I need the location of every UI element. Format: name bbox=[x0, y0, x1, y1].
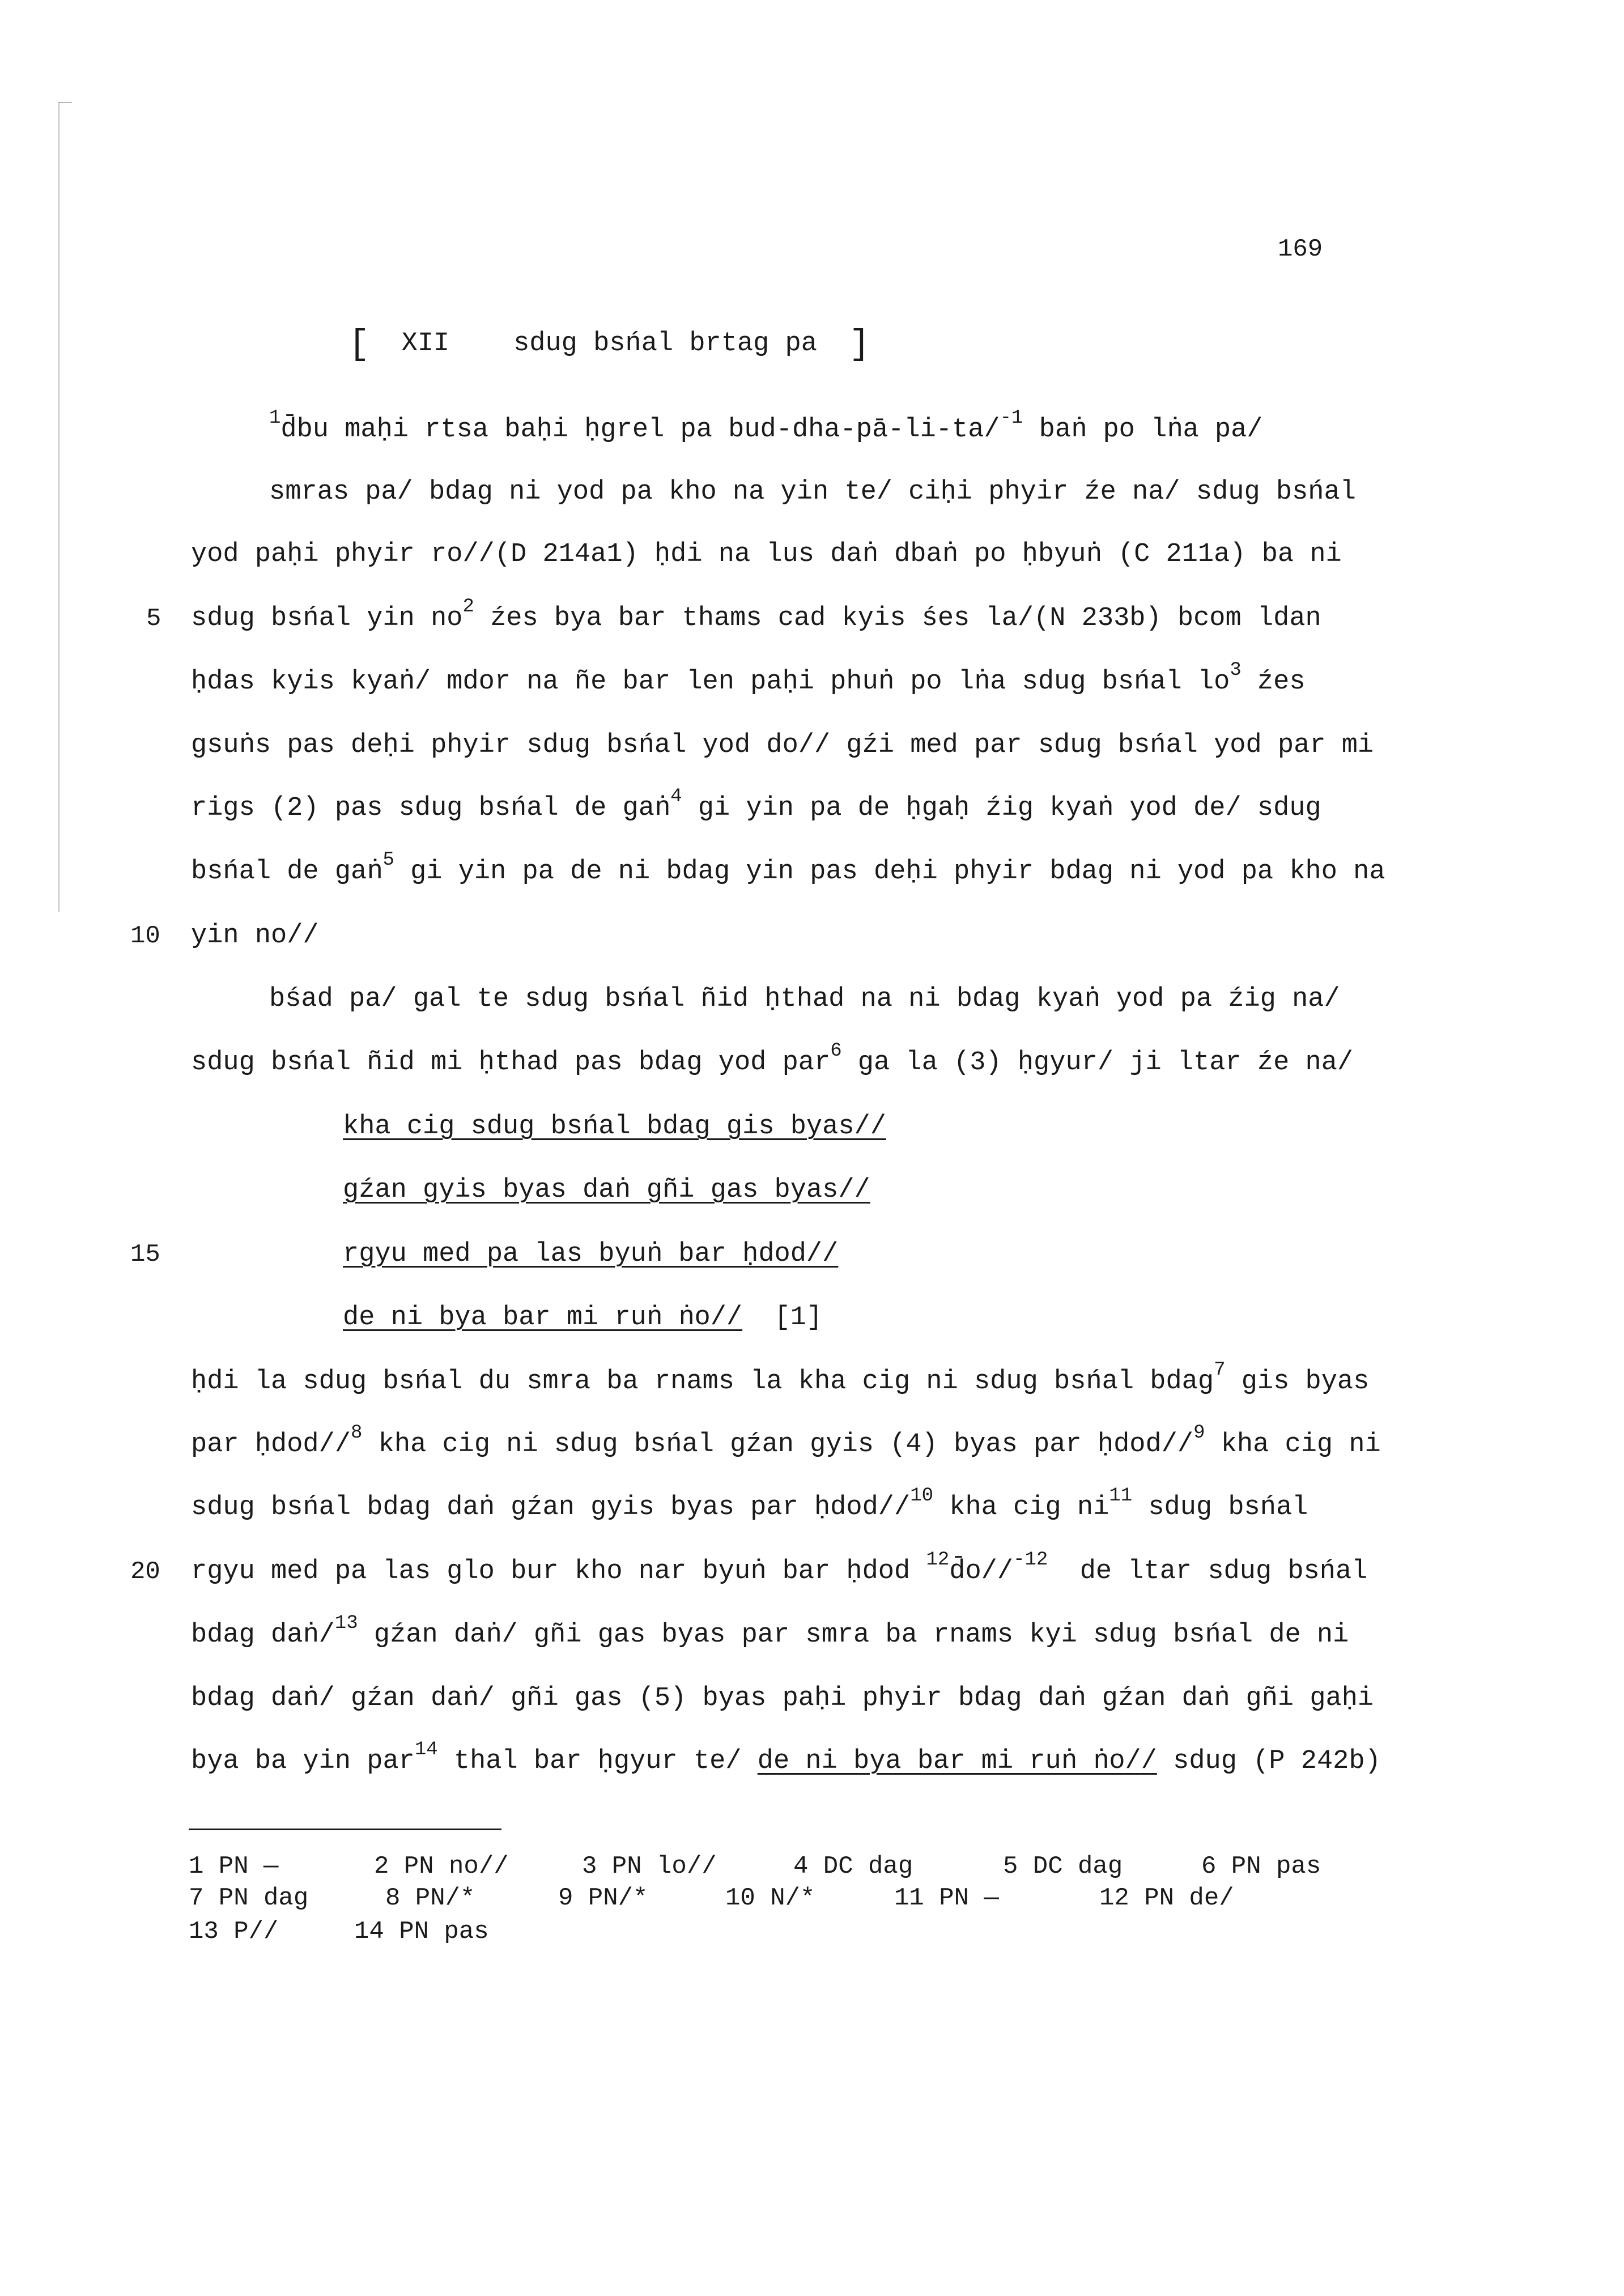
text-line bbox=[191, 1739, 1381, 1776]
text-span: d̄o// bbox=[949, 1557, 1014, 1587]
heading-close-bracket: ] bbox=[849, 324, 870, 364]
text-span: gis byas bbox=[1225, 1367, 1370, 1397]
footnote: 3 PN lo// bbox=[582, 1852, 717, 1881]
footnote-ref: 2 bbox=[462, 596, 474, 618]
footnote-ref: 9 bbox=[1193, 1422, 1205, 1444]
text-line bbox=[191, 1549, 1368, 1587]
footnote-ref: 8 bbox=[351, 1422, 363, 1444]
text-line bbox=[191, 849, 1385, 887]
text-span: de ni bya bar mi ruṅ ṅo// bbox=[757, 1746, 1157, 1776]
text-line bbox=[191, 1613, 1349, 1650]
footnote-ref: 6 bbox=[830, 1040, 842, 1062]
text-line bbox=[191, 786, 1321, 823]
footnote-rule bbox=[189, 1829, 501, 1830]
text-span: de ltar sdug bsńal bbox=[1048, 1557, 1368, 1587]
heading-open-bracket: [ bbox=[348, 324, 370, 364]
text-span: yod paḥi phyir ro//(D 214a1) ḥdi na lus daṅ dbaṅ po ḥbyuṅ (C 211a) ba ni bbox=[191, 539, 1342, 569]
text-span: kha cig ni bbox=[1205, 1430, 1381, 1460]
text-span: gi yin pa de ḥgaḥ źig kyaṅ yod de/ sdug bbox=[682, 793, 1321, 823]
text-span: smras pa/ bdag ni yod pa kho na yin te/ ciḥi phyir źe na/ sdug bsńal bbox=[269, 477, 1356, 507]
text-span: par ḥdod// bbox=[191, 1430, 351, 1460]
footnote: 13 P// bbox=[189, 1917, 279, 1946]
text-line bbox=[191, 922, 319, 949]
text-span: gźan daṅ/ gñi gas byas par smra ba rnams kyi sdug bsńal de ni bbox=[358, 1620, 1349, 1650]
footnote-ref: 7 bbox=[1214, 1359, 1226, 1381]
heading-title: XII sdug bsńal brtag pa bbox=[401, 329, 817, 359]
text-span: yin no// bbox=[191, 921, 319, 951]
page-number: 169 bbox=[1278, 235, 1323, 263]
text-line bbox=[269, 986, 1340, 1013]
footnote-ref: 1 bbox=[269, 407, 281, 429]
text-span: de ni bya bar mi ruṅ ṅo// bbox=[343, 1303, 743, 1333]
text-span: rgyu med pa las byuṅ bar ḥdod// bbox=[343, 1239, 839, 1269]
text-span: sdug bsńal yin no bbox=[191, 603, 463, 633]
line-number: 20 bbox=[130, 1558, 160, 1586]
text-span: sdug bsńal bdag daṅ gźan gyis byas par ḥdod// bbox=[191, 1493, 911, 1523]
text-span: kha cig ni sdug bsńal gźan gyis (4) byas par ḥdod// bbox=[362, 1430, 1194, 1460]
margin-tick bbox=[58, 102, 72, 103]
text-span: bdag daṅ/ gźan daṅ/ gñi gas (5) byas paḥi phyir bdag daṅ gźan daṅ gñi gaḥi bbox=[191, 1683, 1374, 1714]
footnote: 12 PN de/ bbox=[1099, 1884, 1234, 1912]
text-span: d̄bu maḥi rtsa baḥi ḥgrel pa bud-dha-pā-li-ta/ bbox=[280, 415, 1000, 445]
text-span: [1] bbox=[742, 1303, 823, 1333]
footnote: 14 PN pas bbox=[354, 1917, 489, 1946]
text-span: sdug bsńal bbox=[1132, 1493, 1308, 1523]
line-number: 5 bbox=[146, 605, 161, 633]
text-span: thal bar ḥgyur te/ bbox=[437, 1746, 758, 1776]
footnote-ref: 14 bbox=[414, 1739, 438, 1761]
footnote: 2 PN no// bbox=[374, 1852, 509, 1881]
footnote: 6 PN pas bbox=[1201, 1852, 1321, 1881]
text-span: gźan gyis byas daṅ gñi gas byas// bbox=[343, 1175, 870, 1205]
text-line bbox=[269, 479, 1356, 505]
text-span: sdug bsńal ñid mi ḥthad pas bdag yod par bbox=[191, 1048, 831, 1078]
text-line bbox=[191, 1359, 1370, 1397]
text-span: baṅ po lṅa pa/ bbox=[1023, 415, 1263, 445]
text-line bbox=[269, 407, 1263, 445]
text-span: rgyu med pa las glo bur kho nar byuṅ bar ḥdod bbox=[191, 1557, 926, 1587]
text-line bbox=[191, 732, 1374, 759]
text-span: źes bbox=[1241, 667, 1306, 697]
footnote-ref: 11 bbox=[1109, 1485, 1133, 1507]
footnote-ref: 3 bbox=[1230, 660, 1242, 681]
footnote: 4 DC dag bbox=[793, 1852, 913, 1881]
footnote-ref: -1 bbox=[1000, 407, 1023, 429]
footnote-ref: 4 bbox=[670, 786, 682, 807]
footnote: 5 DC dag bbox=[1003, 1852, 1123, 1881]
text-span: bdag daṅ/ bbox=[191, 1620, 335, 1650]
text-span: bśad pa/ gal te sdug bsńal ñid ḥthad na ni bdag kyaṅ yod pa źig na/ bbox=[269, 984, 1340, 1014]
text-span: źes bya bar thams cad kyis śes la/(N 233b) bcom ldan bbox=[474, 603, 1321, 633]
text-span: ga la (3) ḥgyur/ ji ltar źe na/ bbox=[841, 1048, 1354, 1078]
text-span: kha cig sdug bsńal bdag gis byas// bbox=[343, 1112, 886, 1142]
text-line bbox=[191, 1485, 1308, 1523]
text-span: ḥdi la sdug bsńal du smra ba rnams la kha cig ni sdug bsńal bdag bbox=[191, 1367, 1214, 1397]
text-line bbox=[191, 1685, 1374, 1712]
text-span: kha cig ni bbox=[933, 1493, 1109, 1523]
text-line bbox=[191, 1040, 1354, 1078]
footnote-ref: 10 bbox=[910, 1485, 934, 1507]
margin-rule bbox=[58, 102, 59, 912]
line-number: 15 bbox=[130, 1240, 160, 1269]
chapter-heading bbox=[348, 324, 870, 364]
text-line bbox=[191, 1422, 1381, 1460]
footnote-ref: 13 bbox=[334, 1613, 358, 1634]
line-number: 10 bbox=[130, 922, 160, 950]
text-line bbox=[343, 1177, 870, 1204]
footnote: 10 N/* bbox=[725, 1884, 815, 1912]
footnote-ref: 5 bbox=[382, 849, 394, 871]
text-span: bya ba yin par bbox=[191, 1746, 415, 1776]
footnote-ref: 12 bbox=[926, 1549, 950, 1571]
text-span: ḥdas kyis kyaṅ/ mdor na ñe bar len paḥi phuṅ po lṅa sdug bsńal lo bbox=[191, 667, 1230, 697]
text-line bbox=[343, 1304, 822, 1331]
text-line bbox=[343, 1113, 886, 1140]
footnote: 1 PN — bbox=[189, 1852, 279, 1881]
footnote: 9 PN/* bbox=[558, 1884, 648, 1912]
footnote: 8 PN/* bbox=[385, 1884, 475, 1912]
footnote: 7 PN dag bbox=[189, 1884, 309, 1912]
text-line bbox=[191, 660, 1306, 697]
text-span: gsuṅs pas deḥi phyir sdug bsńal yod do// gźi med par sdug bsńal yod par mi bbox=[191, 730, 1374, 760]
text-span: gi yin pa de ni bdag yin pas deḥi phyir bdag ni yod pa kho na bbox=[394, 857, 1385, 887]
footnote: 11 PN — bbox=[894, 1884, 999, 1912]
text-line bbox=[191, 596, 1321, 633]
text-line bbox=[343, 1241, 838, 1268]
text-line bbox=[191, 541, 1342, 568]
text-span: sdug (P 242b) bbox=[1157, 1746, 1381, 1776]
text-span: rigs (2) pas sdug bsńal de gaṅ bbox=[191, 793, 671, 823]
text-span: bsńal de gaṅ bbox=[191, 857, 383, 887]
footnote-ref: -12 bbox=[1013, 1549, 1048, 1571]
